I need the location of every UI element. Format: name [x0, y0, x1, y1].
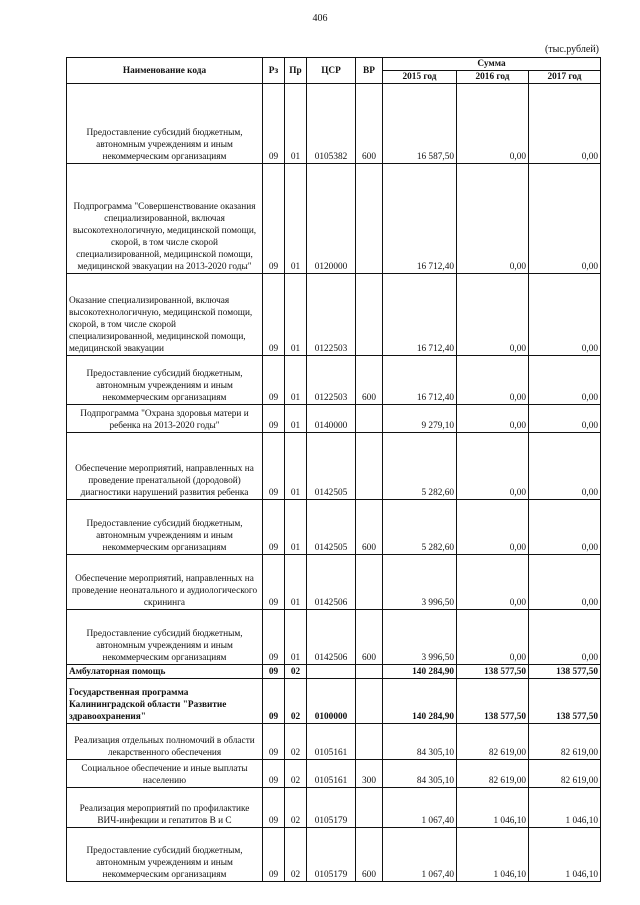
cell-2016: 0,00 — [457, 274, 529, 356]
cell-vr — [356, 665, 383, 679]
cell-vr — [356, 164, 383, 274]
cell-csr: 0105161 — [307, 760, 356, 788]
cell-pr: 02 — [285, 724, 307, 760]
cell-csr: 0105382 — [307, 84, 356, 164]
cell-vr — [356, 433, 383, 500]
cell-2015: 3 996,50 — [383, 610, 457, 665]
header-vr: ВР — [356, 58, 383, 84]
cell-rz: 09 — [263, 679, 285, 724]
cell-pr: 02 — [285, 788, 307, 828]
cell-name: Предоставление субсидий бюджетным, автономным учреждениям и иным некоммерческим организациям — [67, 356, 263, 405]
table-row — [67, 555, 601, 610]
cell-csr: 0142506 — [307, 610, 356, 665]
cell-rz: 09 — [263, 788, 285, 828]
cell-pr: 01 — [285, 356, 307, 405]
cell-2017: 1 046,10 — [529, 788, 601, 828]
cell-rz: 09 — [263, 433, 285, 500]
cell-csr: 0142505 — [307, 433, 356, 500]
cell-2017: 0,00 — [529, 274, 601, 356]
table-row — [67, 84, 601, 164]
cell-csr: 0105179 — [307, 788, 356, 828]
cell-rz: 09 — [263, 356, 285, 405]
page-number: 406 — [312, 13, 328, 24]
cell-rz: 09 — [263, 164, 285, 274]
cell-vr: 600 — [356, 828, 383, 882]
cell-name: Государственная программа Калининградской области "Развитие здравоохранения" — [67, 679, 263, 724]
table-row — [67, 164, 601, 274]
cell-csr: 0142505 — [307, 500, 356, 555]
cell-2017: 0,00 — [529, 610, 601, 665]
cell-vr: 300 — [356, 760, 383, 788]
table-row — [67, 828, 601, 882]
cell-pr: 02 — [285, 760, 307, 788]
cell-2017: 0,00 — [529, 84, 601, 164]
cell-rz: 09 — [263, 500, 285, 555]
header-2016: 2016 год — [457, 71, 529, 84]
cell-csr: 0140000 — [307, 405, 356, 433]
cell-name: Предоставление субсидий бюджетным, автономным учреждениям и иным некоммерческим организациям — [67, 610, 263, 665]
cell-csr: 0100000 — [307, 679, 356, 724]
cell-rz: 09 — [263, 828, 285, 882]
cell-2017: 0,00 — [529, 500, 601, 555]
cell-vr — [356, 788, 383, 828]
cell-2015: 1 067,40 — [383, 788, 457, 828]
cell-pr: 01 — [285, 405, 307, 433]
table-row — [67, 679, 601, 724]
cell-2015: 84 305,10 — [383, 760, 457, 788]
cell-rz: 09 — [263, 555, 285, 610]
cell-2016: 0,00 — [457, 356, 529, 405]
cell-csr — [307, 665, 356, 679]
table-row — [67, 433, 601, 500]
cell-rz: 09 — [263, 760, 285, 788]
cell-rz: 09 — [263, 84, 285, 164]
cell-2015: 5 282,60 — [383, 500, 457, 555]
cell-pr: 01 — [285, 164, 307, 274]
cell-name: Обеспечение мероприятий, направленных на проведение неонатального и аудиологического скрининга — [67, 555, 263, 610]
cell-vr: 600 — [356, 84, 383, 164]
cell-2016: 0,00 — [457, 164, 529, 274]
cell-name: Подпрограмма "Совершенствование оказания специализированной, включая высокотехнологичную, медицинской помощи, скорой, в том числе скорой специализированной, медицинской помощи, медицинской эвакуации на 2013-2020 годы" — [67, 164, 263, 274]
cell-name: Предоставление субсидий бюджетным, автономным учреждениям и иным некоммерческим организациям — [67, 84, 263, 164]
cell-2016: 1 046,10 — [457, 828, 529, 882]
cell-2017: 82 619,00 — [529, 760, 601, 788]
cell-vr — [356, 724, 383, 760]
cell-2017: 0,00 — [529, 555, 601, 610]
cell-2017: 82 619,00 — [529, 724, 601, 760]
cell-2015: 9 279,10 — [383, 405, 457, 433]
budget-table — [66, 57, 601, 882]
cell-2017: 1 046,10 — [529, 828, 601, 882]
cell-pr: 02 — [285, 665, 307, 679]
cell-name: Обеспечение мероприятий, направленных на проведение пренатальной (дородовой) диагностики нарушений развития ребенка — [67, 433, 263, 500]
cell-name: Амбулаторная помощь — [67, 665, 263, 679]
cell-pr: 01 — [285, 610, 307, 665]
cell-csr: 0142506 — [307, 555, 356, 610]
cell-2016: 138 577,50 — [457, 665, 529, 679]
cell-name: Реализация отдельных полномочий в области лекарственного обеспечения — [67, 724, 263, 760]
cell-2016: 82 619,00 — [457, 724, 529, 760]
header-rz: Рз — [263, 58, 285, 84]
header-pr: Пр — [285, 58, 307, 84]
cell-2016: 0,00 — [457, 555, 529, 610]
table-row — [67, 274, 601, 356]
cell-pr: 01 — [285, 555, 307, 610]
cell-2015: 16 587,50 — [383, 84, 457, 164]
cell-pr: 02 — [285, 828, 307, 882]
cell-2015: 16 712,40 — [383, 356, 457, 405]
cell-csr: 0122503 — [307, 274, 356, 356]
cell-2016: 0,00 — [457, 84, 529, 164]
cell-2015: 16 712,40 — [383, 164, 457, 274]
table-row — [67, 788, 601, 828]
cell-vr: 600 — [356, 500, 383, 555]
cell-2015: 16 712,40 — [383, 274, 457, 356]
cell-2016: 0,00 — [457, 610, 529, 665]
cell-2015: 1 067,40 — [383, 828, 457, 882]
cell-2016: 0,00 — [457, 500, 529, 555]
cell-2016: 0,00 — [457, 405, 529, 433]
header-2017: 2017 год — [529, 71, 601, 84]
cell-2016: 138 577,50 — [457, 679, 529, 724]
cell-2016: 0,00 — [457, 433, 529, 500]
cell-2016: 82 619,00 — [457, 760, 529, 788]
table-row — [67, 610, 601, 665]
cell-name: Социальное обеспечение и иные выплаты населению — [67, 760, 263, 788]
header-csr: ЦСР — [307, 58, 356, 84]
cell-2015: 3 996,50 — [383, 555, 457, 610]
cell-csr: 0105179 — [307, 828, 356, 882]
cell-name: Реализация мероприятий по профилактике ВИЧ-инфекции и гепатитов В и С — [67, 788, 263, 828]
header-sum: Сумма — [383, 58, 601, 71]
cell-name: Предоставление субсидий бюджетным, автономным учреждениям и иным некоммерческим организациям — [67, 500, 263, 555]
table-row — [67, 405, 601, 433]
cell-vr — [356, 679, 383, 724]
cell-2017: 138 577,50 — [529, 679, 601, 724]
table-row — [67, 500, 601, 555]
table-row — [67, 724, 601, 760]
cell-rz: 09 — [263, 665, 285, 679]
table-row — [67, 665, 601, 679]
cell-2016: 1 046,10 — [457, 788, 529, 828]
table-row — [67, 760, 601, 788]
cell-rz: 09 — [263, 274, 285, 356]
cell-rz: 09 — [263, 405, 285, 433]
cell-2015: 84 305,10 — [383, 724, 457, 760]
cell-2017: 0,00 — [529, 164, 601, 274]
cell-vr — [356, 405, 383, 433]
cell-pr: 01 — [285, 274, 307, 356]
cell-2017: 138 577,50 — [529, 665, 601, 679]
cell-vr — [356, 555, 383, 610]
cell-csr: 0120000 — [307, 164, 356, 274]
cell-rz: 09 — [263, 610, 285, 665]
cell-pr: 01 — [285, 433, 307, 500]
cell-name: Оказание специализированной, включая высокотехнологичную, медицинской помощи, скорой, в том числе скорой специализированной, медицинской помощи, медицинской эвакуации — [67, 274, 263, 356]
cell-vr: 600 — [356, 356, 383, 405]
cell-name: Предоставление субсидий бюджетным, автономным учреждениям и иным некоммерческим организациям — [67, 828, 263, 882]
cell-csr: 0105161 — [307, 724, 356, 760]
cell-pr: 01 — [285, 500, 307, 555]
cell-rz: 09 — [263, 724, 285, 760]
cell-2015: 140 284,90 — [383, 665, 457, 679]
cell-2017: 0,00 — [529, 356, 601, 405]
cell-vr — [356, 274, 383, 356]
cell-name: Подпрограмма "Охрана здоровья матери и ребенка на 2013-2020 годы" — [67, 405, 263, 433]
cell-2015: 140 284,90 — [383, 679, 457, 724]
cell-2017: 0,00 — [529, 405, 601, 433]
cell-csr: 0122503 — [307, 356, 356, 405]
table-row — [67, 356, 601, 405]
header-2015: 2015 год — [383, 71, 457, 84]
units-label: (тыс.рублей) — [544, 44, 599, 55]
cell-pr: 02 — [285, 679, 307, 724]
cell-vr: 600 — [356, 610, 383, 665]
cell-2015: 5 282,60 — [383, 433, 457, 500]
cell-2017: 0,00 — [529, 433, 601, 500]
cell-pr: 01 — [285, 84, 307, 164]
header-name: Наименование кода — [67, 58, 263, 84]
